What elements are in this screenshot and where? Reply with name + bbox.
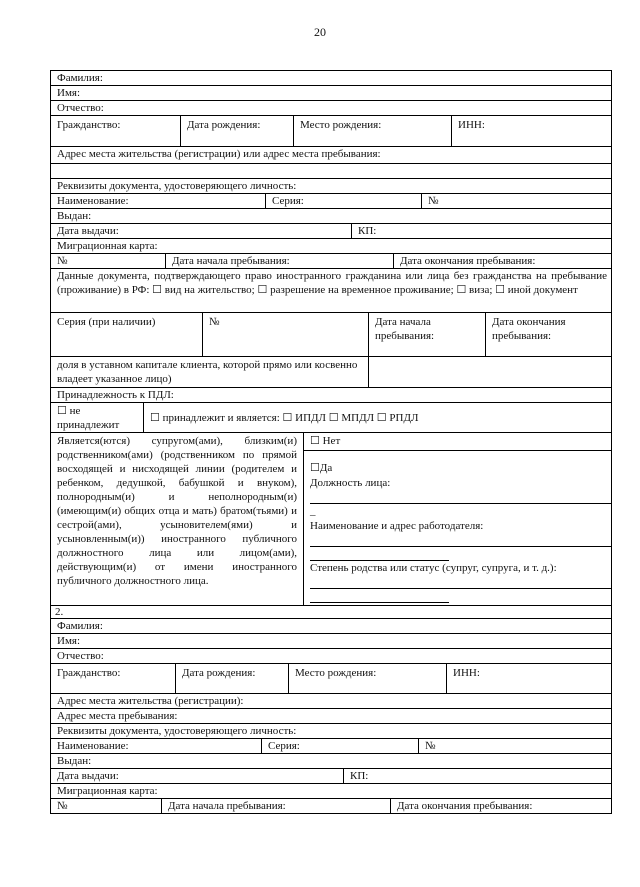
relative-yes-option[interactable]: ☐Да xyxy=(310,462,333,474)
pep-no-cell[interactable] xyxy=(51,403,143,432)
rd-series-cell[interactable] xyxy=(51,313,202,356)
relatives-answer-cell xyxy=(303,433,611,605)
position-underline[interactable] xyxy=(310,503,611,504)
citizenship-cell[interactable] xyxy=(51,116,180,146)
row2-stay-dates xyxy=(51,799,611,814)
rd-end-cell[interactable] xyxy=(485,313,611,356)
issue-date-label: Дата выдачи: xyxy=(57,225,119,237)
stay-start-label-2: Дата начала пребывания: xyxy=(168,800,286,812)
patronymic-label: Отчество: xyxy=(57,102,104,114)
doc-name-cell[interactable] xyxy=(51,194,265,208)
row2-id-doc xyxy=(51,724,611,739)
employer-underline[interactable] xyxy=(310,546,611,547)
birth-place-label: Место рождения: xyxy=(300,119,382,131)
row-address-blank[interactable] xyxy=(51,164,611,179)
birth-place-cell-2[interactable] xyxy=(288,664,447,693)
citizenship-label: Гражданство: xyxy=(57,119,121,131)
row-migration-card xyxy=(51,239,611,254)
residence-doc-text: Данные документа, подтверждающего право иностранного гражданина или лица без гражданства на пребывание (проживание) в РФ: ☐ вид на жительство; ☐ разрешение на временное проживание; ☐ виза; ☐ иной документ xyxy=(57,270,607,296)
stay-address-label-2: Адрес места пребывания: xyxy=(57,710,178,722)
residence-address-label-2: Адрес места жительства (регистрации): xyxy=(57,695,244,707)
pep-no-option[interactable]: ☐ не принадлежит xyxy=(57,405,120,431)
relatives-cell xyxy=(51,433,303,605)
series-cell-2[interactable] xyxy=(261,739,419,753)
issued-label: Выдан: xyxy=(57,210,92,222)
row-patronymic xyxy=(51,101,611,116)
mc-number-label: № xyxy=(57,255,68,267)
migration-card-label-2: Миграционная карта: xyxy=(57,785,158,797)
id-doc-label: Реквизиты документа, удостоверяющего личность: xyxy=(57,180,297,192)
kinship-underline[interactable] xyxy=(310,588,611,589)
number-cell-2[interactable] xyxy=(418,739,611,753)
position-label: Должность лица: xyxy=(310,477,391,489)
series-label: Серия: xyxy=(272,195,304,207)
row2-migration-card xyxy=(51,784,611,799)
kinship-label: Степень родства или статус (супруг, супруга, и т. д.): xyxy=(310,562,557,574)
issued-label-2: Выдан: xyxy=(57,755,92,767)
number-cell[interactable] xyxy=(421,194,611,208)
employer-label: Наименование и адрес работодателя: xyxy=(310,520,484,532)
relatives-text: Является(ются) супругом(ами), близким(и) родственником(ами) (родственником по прямой восходящей и нисходящей линии (родителем и ребенком, дедушкой, бабушкой и внуком), полнородным(и) и неполнородным(и) (имеющим(и) общих отца и мать) братом(тьями) и сестрой(ами), усыновителем(ями) и усыновленным(и)) иностранного публичного должностного лица или лицом(ами), действующим(и) от имени иностранного публичного должностного лица. xyxy=(57,435,297,587)
stay-end-cell[interactable] xyxy=(393,254,611,268)
number-label: № xyxy=(428,195,439,207)
stay-end-label-2: Дата окончания пребывания: xyxy=(397,800,533,812)
stay-end-cell-2[interactable] xyxy=(390,799,611,813)
mc-number-cell[interactable] xyxy=(51,254,165,268)
page-number: 20 xyxy=(314,25,326,39)
doc-name-cell-2[interactable] xyxy=(51,739,261,753)
kp-cell-2[interactable] xyxy=(343,769,611,783)
row-pep xyxy=(51,388,611,403)
stay-end-label: Дата окончания пребывания: xyxy=(400,255,536,267)
doc-name-label: Наименование: xyxy=(57,195,129,207)
mc-number-cell-2[interactable] xyxy=(51,799,161,813)
row-pep-options xyxy=(51,403,611,433)
birth-place-cell[interactable] xyxy=(293,116,452,146)
kinship-underline-2[interactable] xyxy=(310,602,449,603)
row2-stay-address xyxy=(51,709,611,724)
inn-label-2: ИНН: xyxy=(453,667,480,679)
rd-series-label: Серия (при наличии) xyxy=(57,316,156,328)
pep-label: Принадлежность к ПДЛ: xyxy=(57,389,174,401)
relative-no-option[interactable]: ☐ Нет xyxy=(310,435,341,447)
inn-cell-2[interactable] xyxy=(446,664,611,693)
row-residence-doc-fields xyxy=(51,313,611,357)
inn-label: ИНН: xyxy=(458,119,485,131)
row2-patronymic xyxy=(51,649,611,664)
mc-number-label-2: № xyxy=(57,800,68,812)
stay-start-cell-2[interactable] xyxy=(161,799,391,813)
rd-start-label: Дата начала пребывания: xyxy=(375,316,435,342)
stay-start-cell[interactable] xyxy=(165,254,394,268)
series-label-2: Серия: xyxy=(268,740,300,752)
doc-name-label-2: Наименование: xyxy=(57,740,129,752)
series-cell[interactable] xyxy=(265,194,422,208)
birth-date-label-2: Дата рождения: xyxy=(182,667,256,679)
row2-surname xyxy=(51,619,611,634)
address-label: Адрес места жительства (регистрации) или адрес места пребывания: xyxy=(57,148,381,160)
id-doc-label-2: Реквизиты документа, удостоверяющего личность: xyxy=(57,725,297,737)
kp-label-2: КП: xyxy=(350,770,369,782)
row-name xyxy=(51,86,611,101)
row-surname xyxy=(51,70,611,86)
row-relatives xyxy=(51,433,611,606)
birth-date-cell-2[interactable] xyxy=(175,664,289,693)
issue-date-label-2: Дата выдачи: xyxy=(57,770,119,782)
name-label-2: Имя: xyxy=(57,635,81,647)
rd-end-label: Дата окончания пребывания: xyxy=(492,316,566,342)
migration-card-label: Миграционная карта: xyxy=(57,240,158,252)
client-form xyxy=(50,70,612,814)
birth-date-label: Дата рождения: xyxy=(187,119,261,131)
row2-citizenship xyxy=(51,664,611,694)
share-value-cell[interactable] xyxy=(368,357,611,387)
kp-cell[interactable] xyxy=(351,224,611,238)
row2-issued xyxy=(51,754,611,769)
number-label-2: № xyxy=(425,740,436,752)
kp-label: КП: xyxy=(358,225,377,237)
row-section2-index xyxy=(51,606,611,619)
share-text: доля в уставном капитале клиента, которой прямо или косвенно владеет указанное лицо) xyxy=(57,359,358,385)
issue-date-cell[interactable] xyxy=(51,224,351,238)
row-id-doc xyxy=(51,179,611,194)
pep-yes-cell[interactable] xyxy=(143,403,611,432)
row-doc-name xyxy=(51,194,611,209)
name-label: Имя: xyxy=(57,87,81,99)
birth-date-cell[interactable] xyxy=(180,116,294,146)
rd-number-label: № xyxy=(209,316,220,328)
rd-number-cell[interactable] xyxy=(202,313,369,356)
row-citizenship xyxy=(51,116,611,147)
stay-start-label: Дата начала пребывания: xyxy=(172,255,290,267)
row2-name xyxy=(51,634,611,649)
section2-index: 2. xyxy=(55,606,64,618)
citizenship-label-2: Гражданство: xyxy=(57,667,121,679)
birth-place-label-2: Место рождения: xyxy=(295,667,377,679)
row-issued xyxy=(51,209,611,224)
row-issue-date xyxy=(51,224,611,239)
dash-mark: _ xyxy=(310,505,316,517)
citizenship-cell-2[interactable] xyxy=(51,664,175,693)
share-cell xyxy=(51,357,368,387)
row-address xyxy=(51,147,611,164)
divider xyxy=(304,450,611,451)
row-share xyxy=(51,357,611,388)
row2-residence-address xyxy=(51,694,611,709)
patronymic-label-2: Отчество: xyxy=(57,650,104,662)
rd-start-cell[interactable] xyxy=(368,313,486,356)
surname-label-2: Фамилия: xyxy=(57,620,103,632)
inn-cell[interactable] xyxy=(451,116,611,146)
row-residence-doc xyxy=(51,269,611,313)
row2-issue-date xyxy=(51,769,611,784)
surname-label: Фамилия: xyxy=(57,72,103,84)
pep-yes-option[interactable]: ☐ принадлежит и является: ☐ ИПДЛ ☐ МПДЛ ☐ РПДЛ xyxy=(150,412,419,424)
row-stay-dates xyxy=(51,254,611,269)
row2-doc-name xyxy=(51,739,611,754)
issue-date-cell-2[interactable] xyxy=(51,769,343,783)
